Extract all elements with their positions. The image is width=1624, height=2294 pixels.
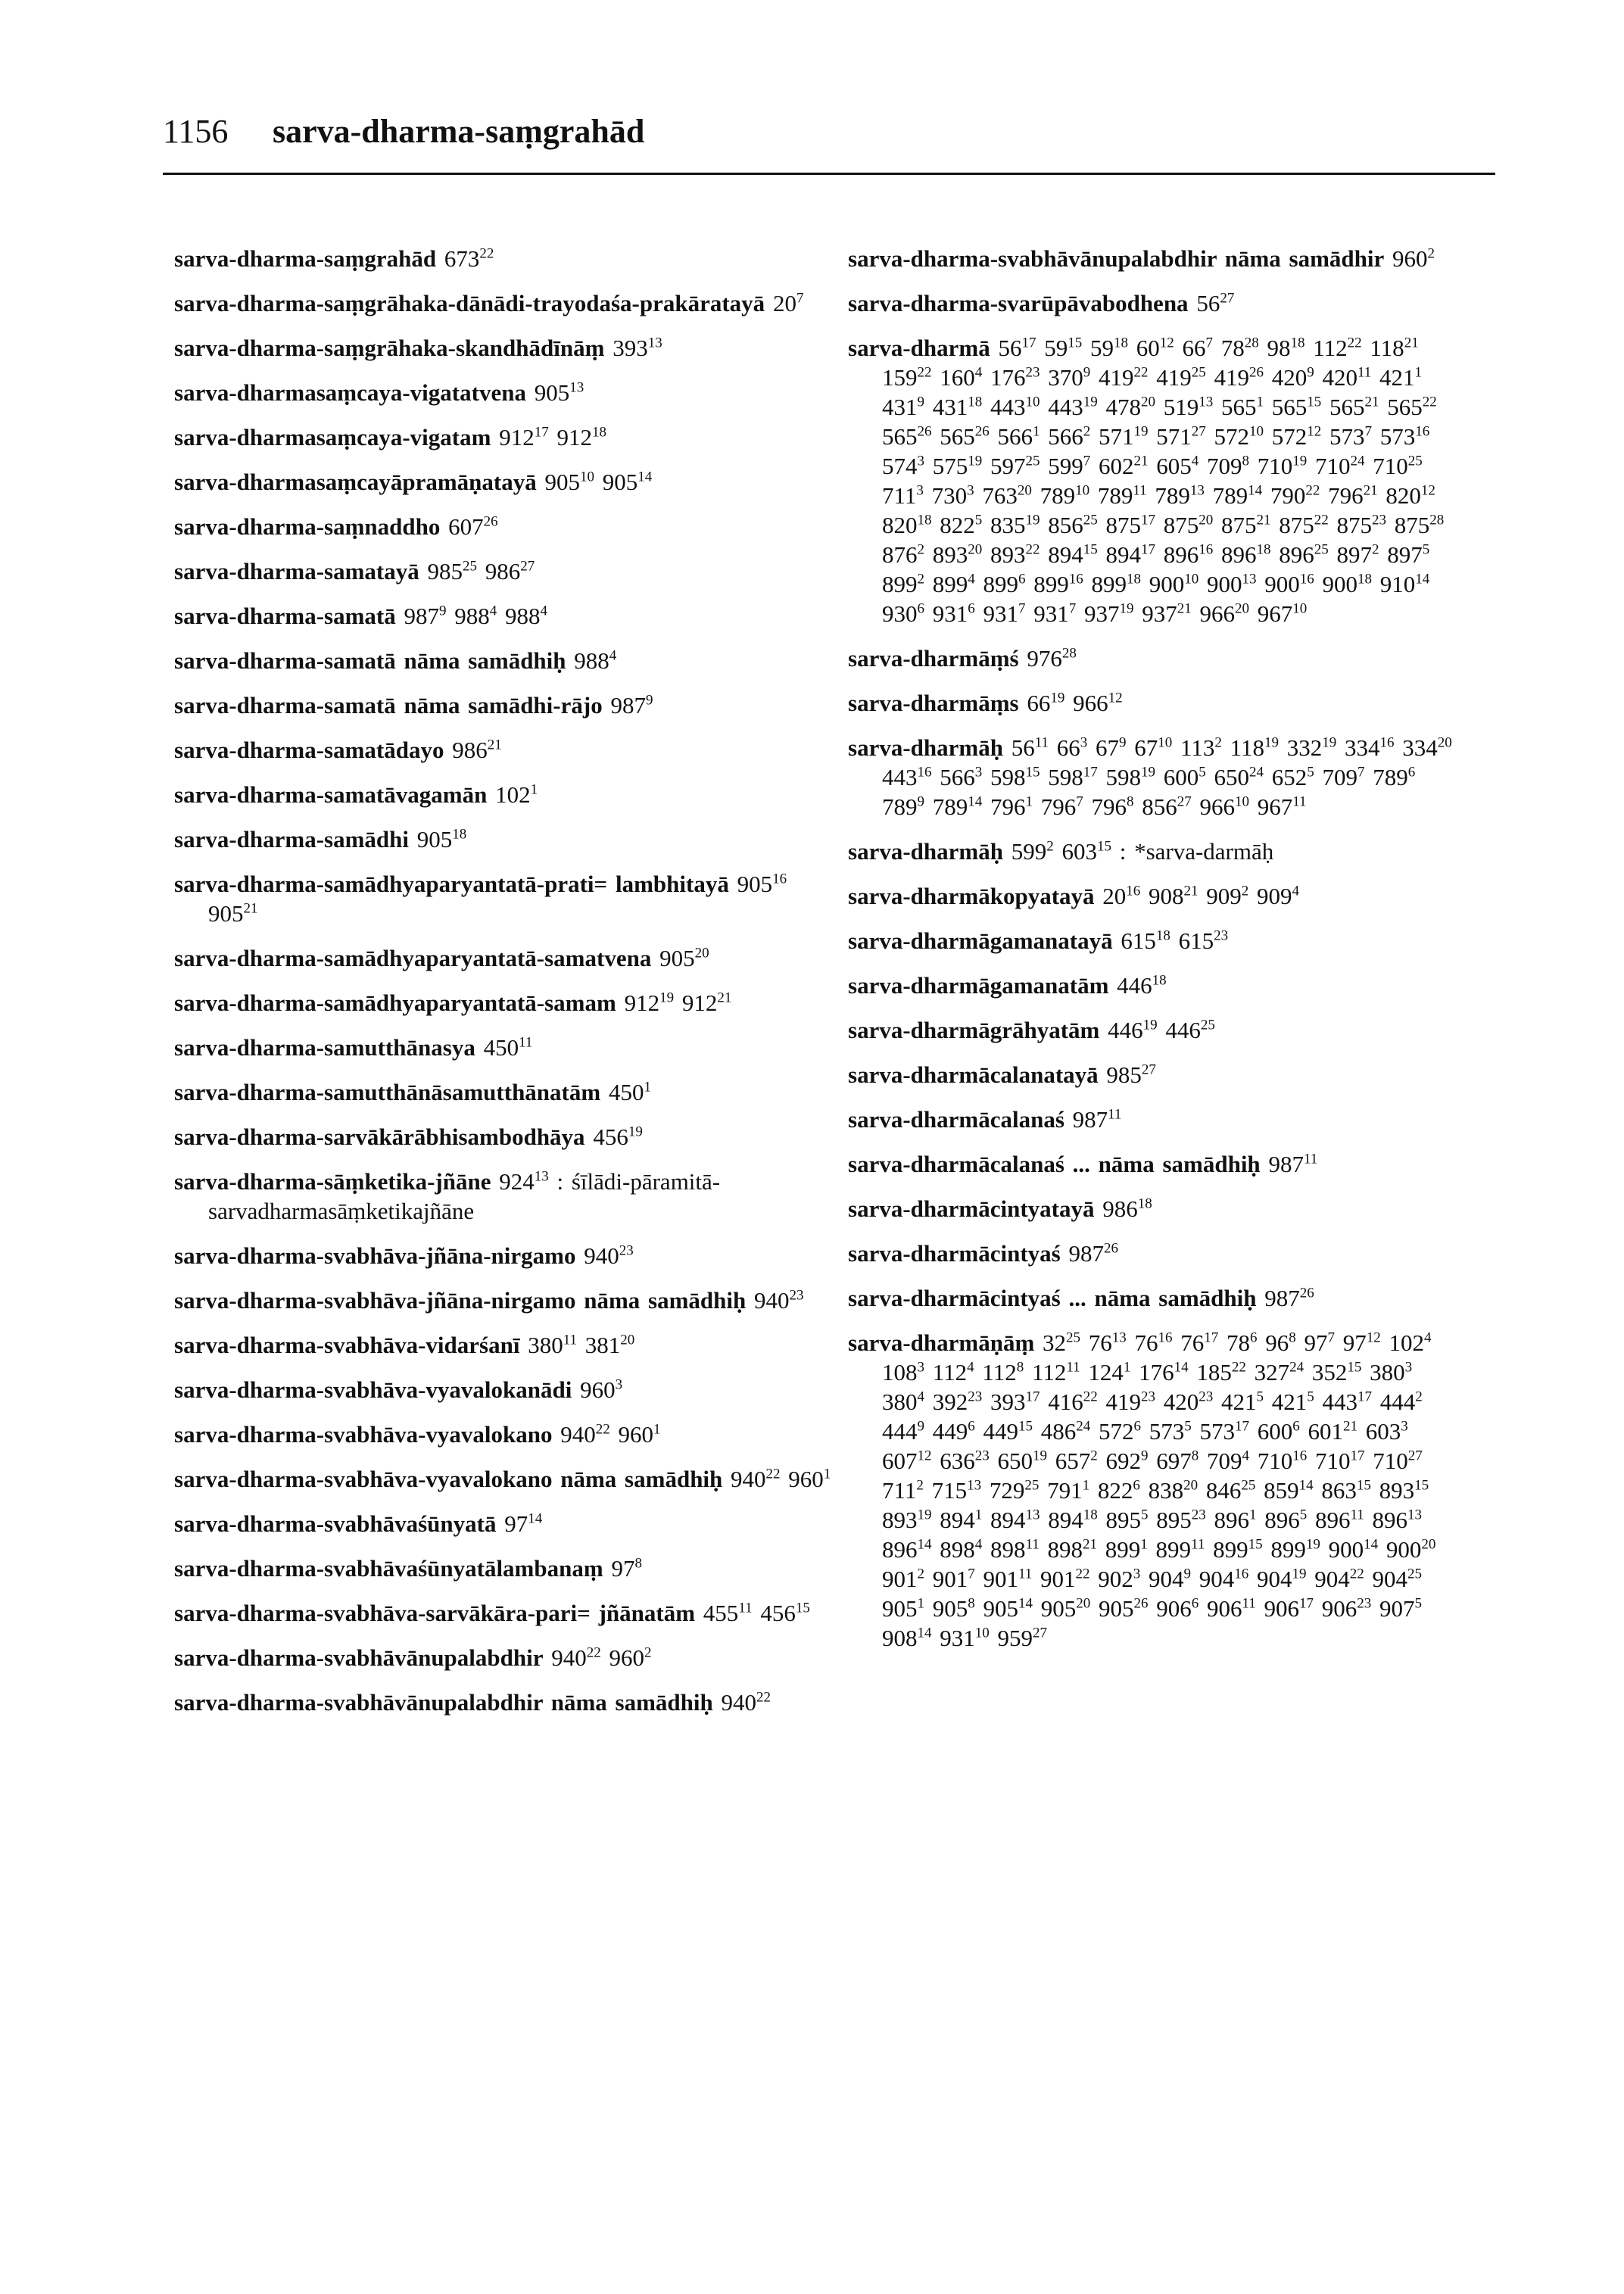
entry-references: $985^{27}$ bbox=[1106, 1061, 1156, 1088]
entry-headword: sarva-dharmācintyatayā bbox=[848, 1195, 1095, 1222]
entry-references: $987^9$ $988^4$ $988^4$ bbox=[404, 603, 547, 629]
entry-headword: sarva-dharma-svabhāvānupalabdhir nāma samādhir bbox=[848, 245, 1385, 272]
entry-references: $607^{26}$ bbox=[448, 513, 498, 540]
index-entry bbox=[848, 1149, 1461, 1179]
entry-references: $987^{11}$ bbox=[1072, 1106, 1122, 1133]
running-title: sarva-dharma-saṃgrahād bbox=[273, 113, 645, 150]
entry-headword: sarva-dharma-svabhāva-jñāna-nirgamo nāma samādhiḥ bbox=[174, 1287, 747, 1314]
entry-references: $905^{13}$ bbox=[534, 379, 584, 406]
entry-references: $940^{22}$ $960^1$ bbox=[731, 1466, 831, 1492]
entry-headword: sarva-dharma-svabhāvānupalabdhir nāma samādhiḥ bbox=[174, 1689, 713, 1716]
index-entry bbox=[174, 1375, 833, 1404]
entry-headword: sarva-dharmāṇāṃ bbox=[848, 1329, 1035, 1356]
entry-references: $450^1$ bbox=[608, 1079, 651, 1105]
entry-headword: sarva-dharmācintyaś ... nāma samādhiḥ bbox=[848, 1285, 1257, 1311]
entry-headword: sarva-dharma-samādhyaparyantatā-prati= lambhitayā bbox=[174, 871, 729, 897]
entry-headword: sarva-dharma-svabhāva-vyavalokanādi bbox=[174, 1376, 572, 1403]
entry-references: $987^9$ bbox=[610, 692, 653, 718]
entry-references: $905^{18}$ bbox=[416, 826, 467, 852]
entry-references: $56^{17}$ $59^{15}$ $59^{18}$ $60^{12}$ $66^7$ $78^{28}$ $98^{18}$ $112^{22}$ $118^{21}$ $159^{22}$ $160^4$ $176^{23}$ $370^9$ $419^{22}$ $419^{25}$ $419^{26}$ $420^9$ $420^{11}$ $421^1$ $431^9$ $431^{18}$ $443^{10}$ $443^{19}$ $478^{20}$ $519^{13}$ $565^1$ $565^{15}$ $565^{21}$ $565^{22}$ $565^{26}$ $565^{26}$ $566^1$ $566^2$ $571^{19}$ $571^{27}$ $572^{10}$ $572^{12}$ $573^7$ $573^{16}$ $574^3$ $575^{19}$ $597^{25}$ $599^7$ $602^{21}$ $605^4$ $709^8$ $710^{19}$ $710^{24}$ $710^{25}$ $711^3$ $730^3$ $763^{20}$ $789^{10}$ $789^{11}$ $789^{13}$ $789^{14}$ $790^{22}$ $796^{21}$ $820^{12}$ $820^{18}$ $822^5$ $835^{19}$ $856^{25}$ $875^{17}$ $875^{20}$ $875^{21}$ $875^{22}$ $875^{23}$ $875^{28}$ $876^2$ $893^{20}$ $893^{22}$ $894^{15}$ $894^{17}$ $896^{16}$ $896^{18}$ $896^{25}$ $897^2$ $897^5$ $899^2$ $899^4$ $899^6$ $899^{16}$ $899^{18}$ $900^{10}$ $900^{13}$ $900^{16}$ $900^{18}$ $910^{14}$ $930^6$ $931^6$ $931^7$ $931^7$ $937^{19}$ $937^{21}$ $966^{20}$ $967^{10}$ bbox=[882, 335, 1445, 627]
index-entry bbox=[174, 780, 833, 809]
index-entry bbox=[174, 1509, 833, 1538]
index-entry bbox=[848, 1015, 1461, 1045]
entry-references: $97^{14}$ bbox=[504, 1510, 543, 1537]
entry-headword: sarva-dharma-samādhi bbox=[174, 826, 410, 852]
index-entry bbox=[174, 244, 833, 273]
entry-headword: sarva-dharmākopyatayā bbox=[848, 883, 1095, 909]
entry-headword: sarva-dharma-svarūpāvabodhena bbox=[848, 290, 1189, 316]
index-entry bbox=[174, 1167, 833, 1226]
entry-references: $940^{23}$ bbox=[754, 1287, 804, 1314]
entry-headword: sarva-dharmācalanaś bbox=[848, 1106, 1064, 1133]
entry-headword: sarva-dharmācalanatayā bbox=[848, 1061, 1099, 1088]
entry-references: $986^{21}$ bbox=[452, 737, 502, 763]
entry-references: $673^{22}$ bbox=[444, 245, 494, 272]
entry-headword: sarva-dharma-saṃgrāhaka-dānādi-trayodaśa-prakāratayā bbox=[174, 290, 765, 316]
index-entry bbox=[848, 1105, 1461, 1134]
index-entry bbox=[174, 1330, 833, 1360]
entry-references: $380^{11}$ $381^{20}$ bbox=[528, 1332, 635, 1358]
entry-headword: sarva-dharma-samutthānasya bbox=[174, 1034, 475, 1061]
page-number: 1156 bbox=[163, 113, 229, 150]
entry-headword: sarva-dharmācintyaś bbox=[848, 1240, 1061, 1267]
index-entry bbox=[174, 422, 833, 452]
index-entry bbox=[174, 735, 833, 765]
index-entry bbox=[848, 881, 1461, 911]
entry-headword: sarva-dharma-samatādayo bbox=[174, 737, 444, 763]
entry-headword: sarva-dharmāgrāhyatām bbox=[848, 1017, 1100, 1043]
index-entry bbox=[174, 1033, 833, 1062]
entry-headword: sarva-dharma-saṃnaddho bbox=[174, 513, 441, 540]
entry-headword: sarva-dharmāṃś bbox=[848, 645, 1019, 672]
index-entry bbox=[848, 926, 1461, 955]
entry-headword: sarva-dharmāḥ bbox=[848, 734, 1003, 761]
index-entry bbox=[174, 690, 833, 720]
entry-references: $66^{19}$ $966^{12}$ bbox=[1027, 690, 1123, 716]
entry-headword: sarva-dharmāḥ bbox=[848, 838, 1003, 865]
index-entry bbox=[174, 556, 833, 586]
index-entry bbox=[174, 1688, 833, 1717]
entry-references: $912^{17}$ $912^{18}$ bbox=[499, 424, 606, 450]
entry-headword: sarva-dharma-samatā nāma samādhiḥ bbox=[174, 647, 566, 674]
entry-headword: sarva-dharma-samādhyaparyantatā-samatvena bbox=[174, 945, 652, 971]
index-entry bbox=[174, 943, 833, 973]
entry-headword: sarva-dharmasaṃcaya-vigatatvena bbox=[174, 379, 526, 406]
entry-references: $905^{20}$ bbox=[659, 945, 709, 971]
index-entry bbox=[174, 988, 833, 1018]
index-entry bbox=[174, 869, 833, 928]
entry-references: $940^{22}$ $960^2$ bbox=[551, 1644, 652, 1671]
index-entry bbox=[848, 1328, 1461, 1653]
entry-references: $987^{11}$ bbox=[1268, 1151, 1318, 1177]
entry-references: $905^{10}$ $905^{14}$ bbox=[544, 469, 653, 495]
entry-headword: sarva-dharma-samutthānāsamutthānatām bbox=[174, 1079, 601, 1105]
index-entry bbox=[848, 644, 1461, 673]
entry-references: $960^3$ bbox=[580, 1376, 623, 1403]
entry-references: $393^{13}$ bbox=[613, 335, 662, 361]
index-entry bbox=[848, 837, 1461, 866]
entry-headword: sarva-dharmasaṃcaya-vigatam bbox=[174, 424, 491, 450]
entry-references: $940^{22}$ bbox=[721, 1689, 771, 1716]
index-entry bbox=[848, 733, 1461, 821]
entry-headword: sarva-dharma-samādhyaparyantatā-samam bbox=[174, 990, 616, 1016]
entry-references: $455^{11}$ $456^{15}$ bbox=[703, 1600, 810, 1626]
index-entry bbox=[174, 824, 833, 854]
entry-headword: sarva-dharmācalanaś ... nāma samādhiḥ bbox=[848, 1151, 1261, 1177]
entry-headword: sarva-dharma-svabhāva-vyavalokano nāma samādhiḥ bbox=[174, 1466, 723, 1492]
index-entry bbox=[848, 1239, 1461, 1268]
entry-references: $56^{27}$ bbox=[1196, 290, 1235, 316]
entry-references: $97^8$ bbox=[611, 1555, 642, 1582]
entry-headword: sarva-dharma-sāṃketika-jñāne bbox=[174, 1168, 491, 1195]
index-entry bbox=[174, 1643, 833, 1672]
index-entry bbox=[848, 288, 1461, 318]
entry-headword: sarva-dharma-svabhāva-jñāna-nirgamo bbox=[174, 1242, 576, 1269]
entry-headword: sarva-dharmāṃs bbox=[848, 690, 1019, 716]
entry-references: $446^{18}$ bbox=[1117, 972, 1167, 999]
index-entry bbox=[174, 333, 833, 363]
index-entry bbox=[848, 1060, 1461, 1089]
index-entry bbox=[848, 688, 1461, 718]
entry-headword: sarva-dharma-saṃgrāhaka-skandhādīnāṃ bbox=[174, 335, 605, 361]
entry-headword: sarva-dharma-svabhāvānupalabdhir bbox=[174, 1644, 544, 1671]
entry-references: $615^{18}$ $615^{23}$ bbox=[1121, 927, 1229, 954]
index-entry bbox=[174, 378, 833, 407]
entry-headword: sarva-dharma-svabhāva-vyavalokano bbox=[174, 1421, 553, 1448]
entry-headword: sarva-dharma-samatā nāma samādhi-rājo bbox=[174, 692, 603, 718]
entry-references: $20^{16}$ $908^{21}$ $909^2$ $909^4$ bbox=[1102, 883, 1300, 909]
entry-references: $987^{26}$ bbox=[1264, 1285, 1314, 1311]
entry-references: $905^{16}$ $905^{21}$ bbox=[208, 871, 787, 927]
entry-references: $986^{18}$ bbox=[1102, 1195, 1152, 1222]
entry-headword: sarva-dharma-svabhāva-vidarśanī bbox=[174, 1332, 520, 1358]
index-entry bbox=[174, 1598, 833, 1628]
index-entry bbox=[174, 1077, 833, 1107]
index-entry bbox=[848, 1283, 1461, 1313]
entry-references: $940^{22}$ $960^1$ bbox=[560, 1421, 661, 1448]
entry-headword: sarva-dharma-samatayā bbox=[174, 558, 419, 584]
entry-headword: sarva-dharma-samatāvagamān bbox=[174, 781, 488, 808]
right-column bbox=[848, 244, 1461, 1668]
page-header bbox=[163, 112, 1495, 175]
entry-references: $102^1$ bbox=[495, 781, 538, 808]
entry-headword: sarva-dharmā bbox=[848, 335, 990, 361]
left-column bbox=[174, 244, 833, 1732]
entry-references: $32^{25}$ $76^{13}$ $76^{16}$ $76^{17}$ $78^6$ $96^8$ $97^7$ $97^{12}$ $102^4$ $108^3$ $112^4$ $112^8$ $112^{11}$ $124^1$ $176^{14}$ $185^{22}$ $327^{24}$ $352^{15}$ $380^3$ $380^4$ $392^{23}$ $393^{17}$ $416^{22}$ $419^{23}$ $420^{23}$ $421^5$ $421^5$ $443^{17}$ $444^2$ $444^9$ $449^6$ $449^{15}$ $486^{24}$ $572^6$ $573^5$ $573^{17}$ $600^6$ $601^{21}$ $603^3$ $607^{12}$ $636^{23}$ $650^{19}$ $657^2$ $692^9$ $697^8$ $709^4$ $710^{16}$ $710^{17}$ $710^{27}$ $711^2$ $715^{13}$ $729^{25}$ $791^1$ $822^6$ $838^{20}$ $846^{25}$ $859^{14}$ $863^{15}$ $893^{15}$ $893^{19}$ $894^1$ $894^{13}$ $894^{18}$ $895^5$ $895^{23}$ $896^1$ $896^5$ $896^{11}$ $896^{13}$ $896^{14}$ $898^4$ $898^{11}$ $898^{21}$ $899^1$ $899^{11}$ $899^{15}$ $899^{19}$ $900^{14}$ $900^{20}$ $901^2$ $901^7$ $901^{11}$ $901^{22}$ $902^3$ $904^9$ $904^{16}$ $904^{19}$ $904^{22}$ $904^{25}$ $905^1$ $905^8$ $905^{14}$ $905^{20}$ $905^{26}$ $906^6$ $906^{11}$ $906^{17}$ $906^{23}$ $907^5$ $908^{14}$ $931^{10}$ $959^{27}$ bbox=[882, 1329, 1436, 1651]
index-entry bbox=[174, 1464, 833, 1494]
entry-headword: sarva-dharma-sarvākārābhisambodhāya bbox=[174, 1124, 585, 1150]
entry-headword: sarva-dharma-svabhāvaśūnyatālambanaṃ bbox=[174, 1555, 603, 1582]
index-entry bbox=[174, 1420, 833, 1449]
entry-references: $912^{19}$ $912^{21}$ bbox=[624, 990, 732, 1016]
entry-headword: sarva-dharma-saṃgrahād bbox=[174, 245, 437, 272]
index-entry bbox=[174, 512, 833, 541]
entry-references: $924^{13}$ : śīlādi-pāramitā-sarvadharmasāṃketikajñāne bbox=[208, 1168, 721, 1224]
entry-headword: sarva-dharmāgamanatayā bbox=[848, 927, 1113, 954]
entry-references: $456^{19}$ bbox=[593, 1124, 643, 1150]
index-entry bbox=[174, 646, 833, 675]
entry-references: $987^{26}$ bbox=[1068, 1240, 1118, 1267]
index-entry bbox=[848, 971, 1461, 1000]
entry-references: $940^{23}$ bbox=[584, 1242, 634, 1269]
index-entry bbox=[174, 601, 833, 631]
index-entry bbox=[174, 288, 833, 318]
index-entry bbox=[174, 1554, 833, 1583]
entry-headword: sarva-dharmasaṃcayāpramāṇatayā bbox=[174, 469, 537, 495]
index-entry bbox=[174, 1122, 833, 1152]
entry-headword: sarva-dharmāgamanatām bbox=[848, 972, 1109, 999]
entry-references: $20^7$ bbox=[772, 290, 804, 316]
entry-references: $599^2$ $603^{15}$ : *sarva-darmāḥ bbox=[1011, 838, 1274, 865]
entry-headword: sarva-dharma-svabhāvaśūnyatā bbox=[174, 1510, 497, 1537]
entry-references: $446^{19}$ $446^{25}$ bbox=[1108, 1017, 1215, 1043]
index-entry bbox=[848, 244, 1461, 273]
entry-references: $450^{11}$ bbox=[483, 1034, 533, 1061]
index-entry bbox=[848, 1194, 1461, 1223]
entry-references: $985^{25}$ $986^{27}$ bbox=[427, 558, 535, 584]
entry-references: $988^4$ bbox=[574, 647, 617, 674]
entry-references: $976^{28}$ bbox=[1027, 645, 1077, 672]
index-entry bbox=[174, 1286, 833, 1315]
index-entry bbox=[174, 1241, 833, 1270]
index-entry bbox=[848, 333, 1461, 628]
entry-references: $960^2$ bbox=[1392, 245, 1435, 272]
index-entry bbox=[174, 467, 833, 497]
entry-references: $56^{11}$ $66^3$ $67^9$ $67^{10}$ $113^2$ $118^{19}$ $332^{19}$ $334^{16}$ $334^{20}$ $443^{16}$ $566^3$ $598^{15}$ $598^{17}$ $598^{19}$ $600^5$ $650^{24}$ $652^5$ $709^7$ $789^6$ $789^9$ $789^{14}$ $796^1$ $796^7$ $796^8$ $856^{27}$ $966^{10}$ $967^{11}$ bbox=[882, 734, 1452, 820]
entry-headword: sarva-dharma-samatā bbox=[174, 603, 396, 629]
entry-headword: sarva-dharma-svabhāva-sarvākāra-pari= jñānatām bbox=[174, 1600, 696, 1626]
